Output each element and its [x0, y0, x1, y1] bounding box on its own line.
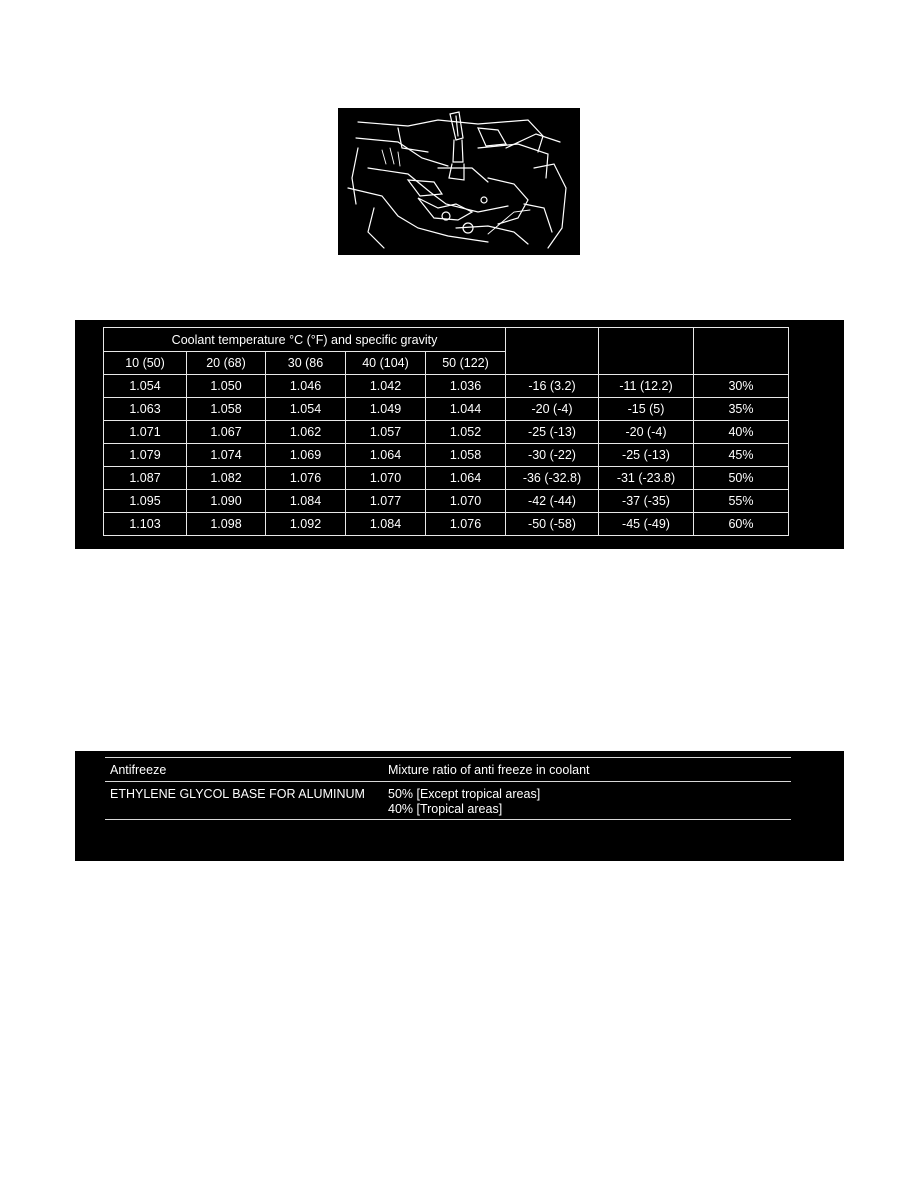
- blank-header-cell: [506, 328, 599, 375]
- col6-cell: -20 (-4): [506, 398, 599, 421]
- specific-gravity-cell: 1.076: [426, 513, 506, 536]
- col7-cell: -11 (12.2): [599, 375, 694, 398]
- specific-gravity-cell: 1.095: [104, 490, 187, 513]
- temperature-header: 40 (104): [346, 352, 426, 375]
- temperature-header: 10 (50): [104, 352, 187, 375]
- coolant-temperature-header: Coolant temperature °C (°F) and specific gravity: [104, 328, 506, 352]
- specific-gravity-cell: 1.036: [426, 375, 506, 398]
- col7-cell: -20 (-4): [599, 421, 694, 444]
- specific-gravity-cell: 1.076: [266, 467, 346, 490]
- specific-gravity-cell: 1.050: [187, 375, 266, 398]
- col6-cell: -50 (-58): [506, 513, 599, 536]
- col6-cell: -25 (-13): [506, 421, 599, 444]
- table-row: [104, 375, 789, 398]
- specific-gravity-cell: 1.084: [266, 490, 346, 513]
- col7-cell: -25 (-13): [599, 444, 694, 467]
- antifreeze-header: Antifreeze: [110, 763, 167, 777]
- specific-gravity-cell: 1.058: [426, 444, 506, 467]
- table-row: [104, 490, 789, 513]
- specific-gravity-cell: 1.070: [346, 467, 426, 490]
- antifreeze-name: ETHYLENE GLYCOL BASE FOR ALUMINUM: [110, 787, 365, 801]
- col6-cell: -42 (-44): [506, 490, 599, 513]
- specific-gravity-cell: 1.098: [187, 513, 266, 536]
- specific-gravity-cell: 1.058: [187, 398, 266, 421]
- mixture-ratio-value: 40% [Tropical areas]: [388, 802, 503, 816]
- col7-cell: -31 (-23.8): [599, 467, 694, 490]
- col7-cell: -45 (-49): [599, 513, 694, 536]
- specific-gravity-cell: 1.046: [266, 375, 346, 398]
- blank-header-cell: [599, 328, 694, 375]
- col6-cell: -36 (-32.8): [506, 467, 599, 490]
- mixture-ratio-cell: 60%: [694, 513, 789, 536]
- antifreeze-panel: [75, 751, 844, 861]
- mixture-ratio-cell: 30%: [694, 375, 789, 398]
- specific-gravity-cell: 1.054: [266, 398, 346, 421]
- table-rule: [105, 757, 791, 758]
- specific-gravity-cell: 1.049: [346, 398, 426, 421]
- specific-gravity-cell: 1.069: [266, 444, 346, 467]
- specific-gravity-cell: 1.082: [187, 467, 266, 490]
- mixture-ratio-cell: 45%: [694, 444, 789, 467]
- col6-cell: -16 (3.2): [506, 375, 599, 398]
- col7-cell: -15 (5): [599, 398, 694, 421]
- specific-gravity-cell: 1.054: [104, 375, 187, 398]
- mixture-ratio-cell: 55%: [694, 490, 789, 513]
- table-row: [104, 513, 789, 536]
- specific-gravity-cell: 1.077: [346, 490, 426, 513]
- specific-gravity-cell: 1.090: [187, 490, 266, 513]
- temperature-header: 20 (68): [187, 352, 266, 375]
- mixture-ratio-cell: 35%: [694, 398, 789, 421]
- specific-gravity-cell: 1.063: [104, 398, 187, 421]
- specific-gravity-cell: 1.042: [346, 375, 426, 398]
- mixture-ratio-header: Mixture ratio of anti freeze in coolant: [388, 763, 590, 777]
- specific-gravity-cell: 1.064: [426, 467, 506, 490]
- specific-gravity-cell: 1.071: [104, 421, 187, 444]
- specific-gravity-cell: 1.070: [426, 490, 506, 513]
- specific-gravity-panel: [75, 320, 844, 549]
- col7-cell: -37 (-35): [599, 490, 694, 513]
- table-row: [104, 421, 789, 444]
- table-row: [104, 467, 789, 490]
- mixture-ratio-value: 50% [Except tropical areas]: [388, 787, 541, 801]
- engine-hydrometer-drawing: [338, 108, 580, 255]
- mixture-ratio-cell: 50%: [694, 467, 789, 490]
- temperature-header: 50 (122): [426, 352, 506, 375]
- table-rule: [105, 781, 791, 782]
- specific-gravity-cell: 1.062: [266, 421, 346, 444]
- temperature-header: 30 (86: [266, 352, 346, 375]
- specific-gravity-cell: 1.057: [346, 421, 426, 444]
- table-row: [104, 398, 789, 421]
- specific-gravity-cell: 1.084: [346, 513, 426, 536]
- hydrometer-illustration: [338, 108, 580, 255]
- specific-gravity-cell: 1.044: [426, 398, 506, 421]
- table-rule: [105, 819, 791, 820]
- table-header-row: [104, 328, 789, 352]
- specific-gravity-cell: 1.074: [187, 444, 266, 467]
- specific-gravity-cell: 1.079: [104, 444, 187, 467]
- specific-gravity-rows: [104, 375, 789, 536]
- specific-gravity-cell: 1.092: [266, 513, 346, 536]
- blank-header-cell: [694, 328, 789, 375]
- mixture-ratio-cell: 40%: [694, 421, 789, 444]
- specific-gravity-cell: 1.064: [346, 444, 426, 467]
- specific-gravity-cell: 1.103: [104, 513, 187, 536]
- col6-cell: -30 (-22): [506, 444, 599, 467]
- specific-gravity-cell: 1.052: [426, 421, 506, 444]
- specific-gravity-cell: 1.067: [187, 421, 266, 444]
- specific-gravity-cell: 1.087: [104, 467, 187, 490]
- table-row: [104, 444, 789, 467]
- specific-gravity-table: [103, 327, 789, 536]
